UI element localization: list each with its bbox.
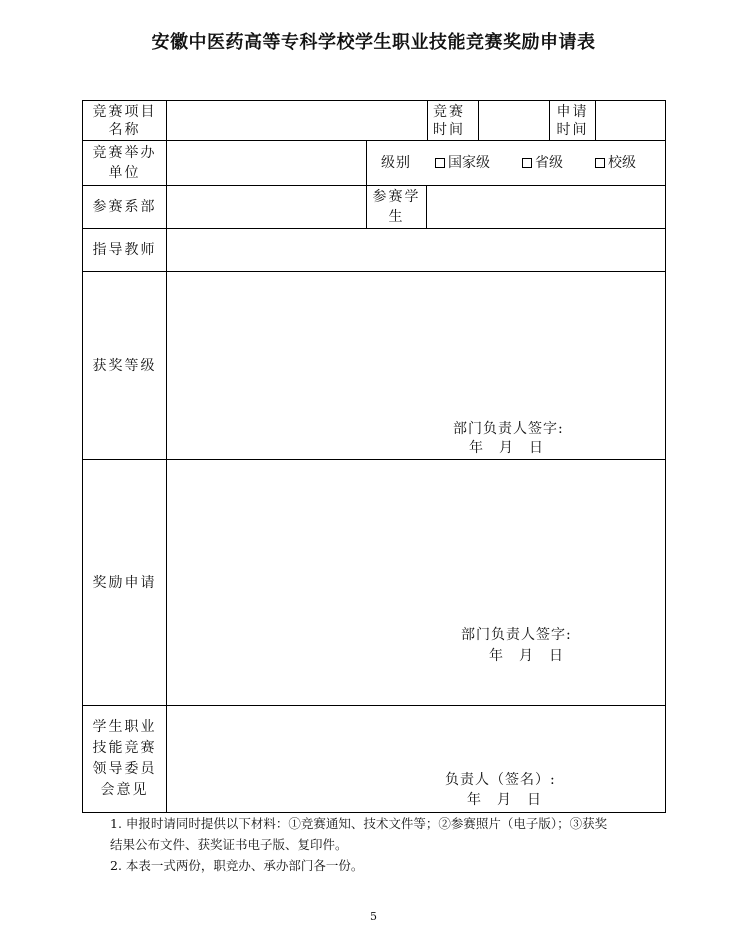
- apply-time-label: [549, 100, 596, 141]
- teacher-field[interactable]: [166, 228, 666, 272]
- apply-time-field[interactable]: [595, 100, 666, 141]
- apply-time-label-line2: 时间: [556, 121, 589, 138]
- apply-time-label-line1: 申请: [556, 103, 589, 120]
- organizer-field[interactable]: [166, 140, 367, 186]
- project-label-line2: 名称: [108, 121, 141, 138]
- time-label-line1: 竞赛: [433, 103, 465, 120]
- level-row: [366, 140, 666, 186]
- student-label-line1: 参赛学: [372, 189, 421, 205]
- committee-sign-label: 负责人（签名）:: [445, 772, 556, 788]
- competition-time-field[interactable]: [478, 100, 550, 141]
- checkbox-province[interactable]: [522, 158, 532, 168]
- organizer-label: [82, 140, 167, 186]
- award-date-label: 年 月 日: [469, 440, 544, 456]
- level-option-school[interactable]: [595, 153, 636, 173]
- organizer-label-line1: 竞赛举办: [92, 145, 157, 161]
- award-level-field[interactable]: [166, 271, 666, 460]
- level-option-national[interactable]: [435, 153, 490, 173]
- student-label-line2: 生: [388, 209, 405, 225]
- award-sign-label: 部门负责人签字:: [453, 421, 564, 437]
- project-name-label: [82, 100, 167, 141]
- level-option-province-label: 省级: [535, 155, 563, 171]
- committee-label-line1: 学生职业: [92, 719, 157, 735]
- committee-opinion-field[interactable]: [166, 705, 666, 813]
- checkbox-school[interactable]: [595, 158, 605, 168]
- committee-label-line4: 会意见: [100, 782, 149, 798]
- note-line-3: 2. 本表一式两份，职竞办、承办部门各一份。: [110, 858, 364, 873]
- project-label-line1: 竞赛项目: [92, 103, 157, 120]
- award-level-label: 获奖等级: [82, 271, 167, 460]
- reward-date-label: 年 月 日: [489, 648, 564, 664]
- page-number: 5: [370, 910, 377, 923]
- committee-label-line3: 领导委员: [92, 761, 157, 777]
- level-label: 级别: [381, 155, 411, 171]
- department-field[interactable]: [166, 185, 367, 229]
- level-option-national-label: 国家级: [448, 155, 490, 171]
- note-line-1: 1. 申报时请同时提供以下材料：①竞赛通知、技术文件等；②参赛照片（电子版）；③获奖: [110, 816, 608, 831]
- reward-apply-field[interactable]: [166, 459, 666, 706]
- student-label: [366, 185, 427, 229]
- student-field[interactable]: [426, 185, 666, 229]
- organizer-label-line2: 单位: [108, 165, 141, 181]
- reward-sign-label: 部门负责人签字:: [461, 627, 572, 643]
- time-label-line2: 时间: [433, 121, 465, 138]
- note-line-2: 结果公布文件、获奖证书电子版、复印件。: [110, 837, 348, 852]
- committee-opinion-label: [82, 705, 167, 813]
- form-title: 安徽中医药高等专科学校学生职业技能竞赛奖励申请表: [151, 32, 596, 53]
- checkbox-national[interactable]: [435, 158, 445, 168]
- competition-time-label: [427, 100, 479, 141]
- level-option-province[interactable]: [522, 153, 563, 173]
- teacher-label: 指导教师: [82, 228, 167, 272]
- department-label: 参赛系部: [82, 185, 167, 229]
- committee-date-label: 年 月 日: [467, 792, 542, 808]
- committee-label-line2: 技能竞赛: [92, 740, 157, 756]
- project-name-field[interactable]: [166, 100, 428, 141]
- reward-apply-label: 奖励申请: [82, 459, 167, 706]
- level-option-school-label: 校级: [608, 155, 636, 171]
